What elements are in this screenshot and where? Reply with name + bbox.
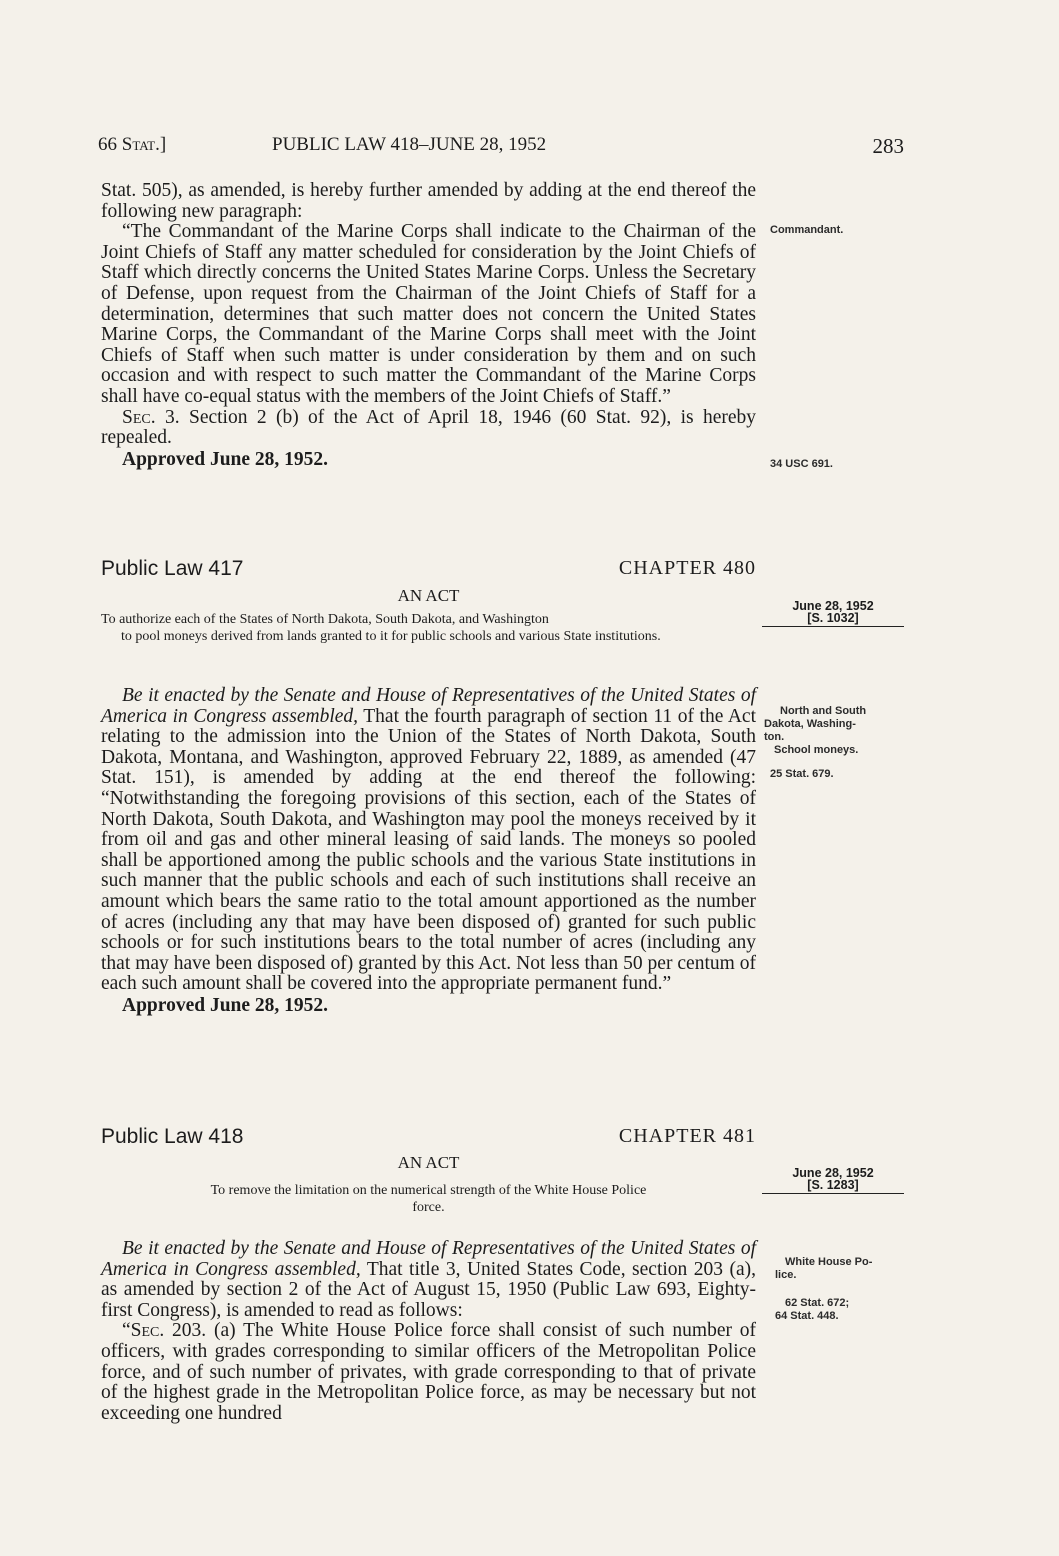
act-title-line: To remove the limitation on the numerical strength of the White House Police bbox=[210, 1183, 647, 1198]
intro-paragraph: Stat. 505), as amended, is hereby further amended by adding at the end thereof the following new paragraph: bbox=[101, 180, 756, 222]
act-title bbox=[101, 1182, 756, 1216]
body-text: That the fourth paragraph of section 11 of the Act relating to the admission into the Union of the States of North Dakota, South Dakota, Montana, and Washington, approved February 22, 1889, as amended (47 Stat. 151), is amended by adding at the end thereof the following: “Notwithstanding the foregoing provisions of this section, each of the States of North Dakota, South Dakota, and Washington may pool the moneys received by it from oil and gas and other mineral leasing of said lands. The moneys so pooled shall be apportioned among the public schools and the various State institutions in such manner that the public schools and each of such institutions shall receive an amount which bears the same ratio to the total amount apportioned as the number of acres (including any that may have been disposed of) granted for such public schools or for such institutions bears to the total number of acres (including any that may have been disposed of) granted by this Act. Not less than 50 per centum of each such amount shall be covered into the appropriate permanent fund.” bbox=[101, 705, 757, 995]
margin-line: School moneys. bbox=[774, 744, 859, 756]
chapter-label: CHAPTER 480 bbox=[618, 557, 756, 579]
enacting-paragraph bbox=[101, 1239, 756, 1321]
continued-section bbox=[101, 181, 756, 471]
law-418-body bbox=[101, 1239, 756, 1424]
approved-line: Approved June 28, 1952. bbox=[122, 994, 329, 1016]
margin-line: 64 Stat. 448. bbox=[775, 1310, 839, 1322]
public-law-label: Public Law 418 bbox=[101, 1125, 244, 1148]
an-act-heading: AN ACT bbox=[397, 1153, 460, 1172]
page-number: 283 bbox=[872, 134, 904, 158]
header-title: PUBLIC LAW 418–JUNE 28, 1952 bbox=[272, 134, 547, 155]
margin-note-usc: 34 USC 691. bbox=[770, 458, 833, 470]
margin-bill: [S. 1283] bbox=[807, 1178, 859, 1192]
section-203-paragraph bbox=[101, 1321, 756, 1424]
margin-note-stat679: 25 Stat. 679. bbox=[770, 768, 834, 780]
margin-bill: [S. 1032] bbox=[807, 611, 859, 625]
section-label: Sec. 3. bbox=[122, 406, 180, 428]
law-417-body bbox=[101, 686, 756, 1017]
law-417-heading bbox=[101, 557, 756, 583]
public-law-label: Public Law 417 bbox=[101, 557, 244, 580]
body-text: That title 3, United States Code, section 203 (a), as amended by section 2 of the Act of August 15, 1950 (Public Law 693, Eighty-first Congress), is amended to read as follows: bbox=[101, 1258, 756, 1321]
commandant-quote: “The Commandant of the Marine Corps shall indicate to the Chairman of the Joint Chiefs of Staff any matter scheduled for consideration by the Joint Chiefs of Staff which directly concerns the United States Marine Corps. Unless the Secretary of Defense, upon request from the Chairman of the Joint Chiefs of Staff for a determination, determines that such matter does not concern the United States Marine Corps, the Commandant of the Marine Corps shall meet with the Joint Chiefs of Staff when such matter is under consideration by them and on such occasion and with respect to such matter the Commandant of the Marine Corps shall have co-equal status with the members of the Joint Chiefs of Staff.” bbox=[101, 221, 756, 407]
margin-date: June 28, 1952 bbox=[792, 1166, 874, 1180]
margin-line: North and South bbox=[780, 705, 867, 717]
margin-note-commandant: Commandant. bbox=[770, 224, 844, 236]
running-header bbox=[98, 134, 904, 158]
act-title bbox=[101, 611, 756, 645]
section-203-text: (a) The White House Police force shall consist of such number of officers, with grades corresponding to similar officers of the Metropolitan Police force, and of such number of privates, with grade corresponding to that of private of the highest grade in the Metropolitan Police force, as may be necessary but not exceeding one hundred bbox=[101, 1320, 757, 1424]
margin-line: 62 Stat. 672; bbox=[785, 1297, 850, 1309]
margin-note-stat672 bbox=[775, 1297, 915, 1323]
enacting-paragraph bbox=[101, 686, 756, 995]
margin-date-box bbox=[762, 1167, 904, 1194]
margin-line: White House Po- bbox=[785, 1256, 873, 1268]
section-label: “Sec. 203. bbox=[122, 1320, 207, 1342]
margin-note-states bbox=[764, 705, 904, 757]
margin-date-box bbox=[762, 600, 904, 627]
act-title-line: To authorize each of the States of North Dakota, South Dakota, and Washington bbox=[101, 612, 549, 627]
law-418-heading bbox=[101, 1125, 756, 1151]
margin-line: Dakota, Washing- bbox=[764, 718, 856, 730]
an-act-heading: AN ACT bbox=[397, 586, 460, 605]
chapter-label: CHAPTER 481 bbox=[618, 1125, 756, 1147]
act-title-line: to pool moneys derived from lands granted to it for public schools and various State institutions. bbox=[121, 629, 661, 644]
section-3-paragraph bbox=[101, 408, 756, 449]
approved-line: Approved June 28, 1952. bbox=[122, 448, 329, 470]
margin-note-white-house bbox=[775, 1256, 915, 1282]
enacting-clause: Be it enacted by the Senate and House of Representatives of the United States of America in Congress assembled, bbox=[101, 1238, 756, 1280]
margin-line: ton. bbox=[764, 731, 785, 743]
enacting-clause: Be it enacted by the Senate and House of Representatives of the United States of America in Congress assembled, bbox=[101, 685, 756, 727]
margin-date: June 28, 1952 bbox=[792, 599, 874, 613]
volume-ref: 66 Stat.] bbox=[98, 134, 167, 155]
margin-line: lice. bbox=[775, 1269, 797, 1281]
section-3-text: Section 2 (b) of the Act of April 18, 1946 (60 Stat. 92), is hereby repealed. bbox=[101, 406, 757, 449]
act-title-line: force. bbox=[412, 1200, 445, 1215]
